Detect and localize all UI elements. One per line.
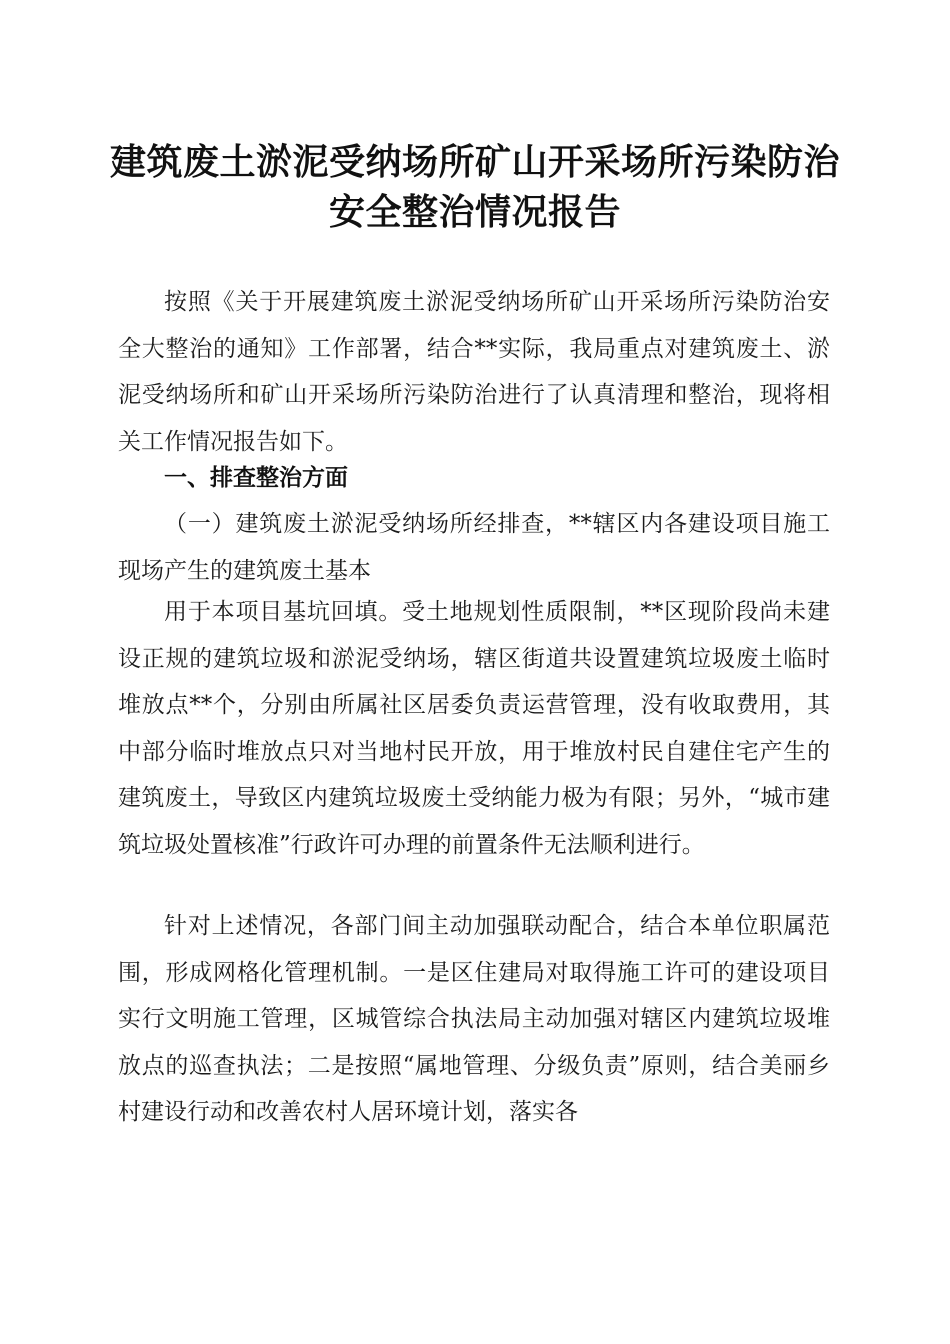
body-paragraph-1: 用于本项目基坑回填。受土地规划性质限制，**区现阶段尚未建设正规的建筑垃圾和淤泥受纳场，辖区街道共设置建筑垃圾废土临时堆放点**个，分别由所属社区居委负责运营管理，没有收取费用，其中部分临时堆放点只对当地村民开放，用于堆放村民自建住宅产生的建筑废土，导致区内建筑垃圾废土受纳能力极为有限；另外，“城市建筑垃圾处置核准”行政许可办理的前置条件无法顺利进行。: [118, 599, 830, 858]
subsection-paragraph: （一）建筑废土淤泥受纳场所经排查，**辖区内各建设项目施工现场产生的建筑废土基本: [118, 511, 830, 584]
document-title-line-1: 建筑废土淤泥受纳场所矿山开采场所污染防治: [109, 141, 840, 183]
section-heading: 一、排查整治方面: [164, 465, 348, 491]
intro-paragraph: 按照《关于开展建筑废土淤泥受纳场所矿山开采场所污染防治安全大整治的通知》工作部署，结合**实际，我局重点对建筑废土、淤泥受纳场所和矿山开采场所污染防治进行了认真清理和整治，现将相关工作情况报告如下。: [118, 289, 830, 455]
document-title-line-2: 安全整治情况报告: [328, 191, 621, 233]
body-paragraph-2: 针对上述情况，各部门间主动加强联动配合，结合本单位职属范围，形成网格化管理机制。一是区住建局对取得施工许可的建设项目实行文明施工管理，区城管综合执法局主动加强对辖区内建筑垃圾堆放点的巡查执法；二是按照“属地管理、分级负责”原则，结合美丽乡村建设行动和改善农村人居环境计划，落实各: [118, 913, 830, 1125]
